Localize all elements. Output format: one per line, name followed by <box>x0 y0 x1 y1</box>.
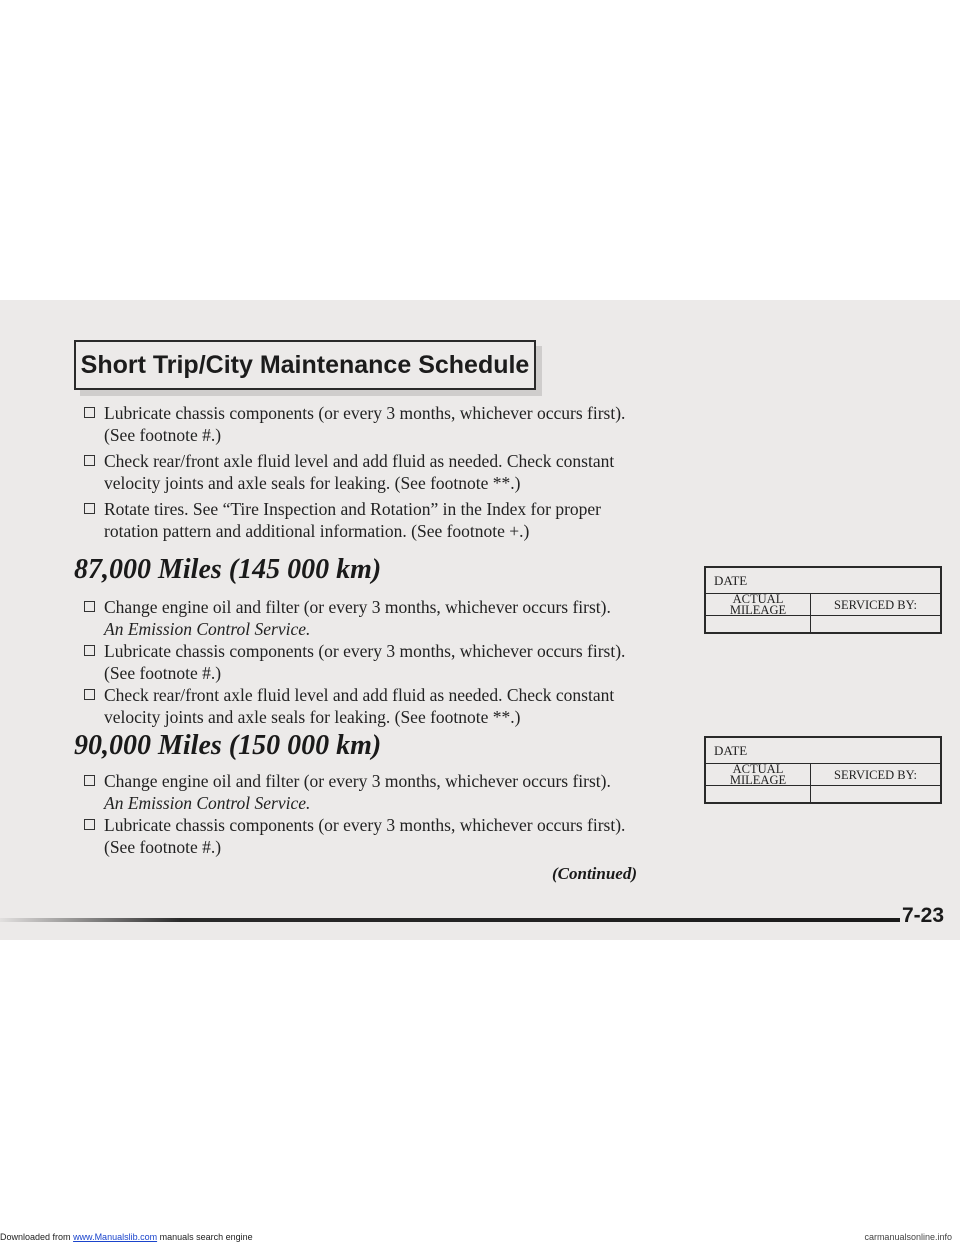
checklist-item: Check rear/front axle fluid level and add fluid as needed. Check constant velocity joints and axle seals for leaking. (See footnote **.) <box>84 450 664 494</box>
checklist-item: Change engine oil and filter (or every 3 months, whichever occurs first). An Emission Control Service. <box>84 596 664 640</box>
serviced-by-label: SERVICED BY: <box>811 764 940 786</box>
checkbox-icon[interactable] <box>84 455 95 466</box>
serviced-by-label: SERVICED BY: <box>811 594 940 616</box>
checkbox-icon[interactable] <box>84 645 95 656</box>
checkbox-icon[interactable] <box>84 689 95 700</box>
checkbox-icon[interactable] <box>84 601 95 612</box>
continued-note: (Continued) <box>552 864 638 883</box>
checklist-item: Check rear/front axle fluid level and add fluid as needed. Check constant velocity joints and axle seals for leaking. (See footnote **.) <box>84 684 664 728</box>
service-record-90000 <box>704 736 942 804</box>
section-heading-90000: 90,000 Miles (150 000 km) <box>74 730 382 761</box>
mileage-entry-cell[interactable] <box>706 616 811 632</box>
checklist-item: Rotate tires. See “Tire Inspection and Rotation” in the Index for proper rotation pattern and additional information. (See footnote +.) <box>84 498 664 542</box>
checkbox-icon[interactable] <box>84 503 95 514</box>
actual-mileage-label: ACTUAL MILEAGE <box>706 764 811 786</box>
manual-page <box>0 300 960 940</box>
date-label: DATE <box>706 738 940 764</box>
section-heading-87000: 87,000 Miles (145 000 km) <box>74 554 382 585</box>
download-footer: Downloaded from www.Manualslib.com manuals search engine carmanualsonline.info <box>0 1232 952 1242</box>
footer-rule <box>0 918 900 922</box>
actual-mileage-label: ACTUAL MILEAGE <box>706 594 811 616</box>
page-title: Short Trip/City Maintenance Schedule <box>74 340 536 390</box>
manualslib-link[interactable]: www.Manualslib.com <box>73 1232 158 1242</box>
watermark-text: carmanualsonline.info <box>864 1232 952 1242</box>
checkbox-icon[interactable] <box>84 407 95 418</box>
date-label: DATE <box>706 568 940 594</box>
mileage-entry-cell[interactable] <box>706 786 811 802</box>
service-record-87000 <box>704 566 942 634</box>
checkbox-icon[interactable] <box>84 775 95 786</box>
page-number: 7-23 <box>902 904 945 927</box>
checklist-item: Lubricate chassis components (or every 3 months, whichever occurs first). (See footnote #.) <box>84 402 664 446</box>
checklist-item: Change engine oil and filter (or every 3 months, whichever occurs first). An Emission Control Service. <box>84 770 664 814</box>
checklist-item: Lubricate chassis components (or every 3 months, whichever occurs first). (See footnote #.) <box>84 640 664 684</box>
checklist-item: Lubricate chassis components (or every 3 months, whichever occurs first). (See footnote #.) <box>84 814 664 858</box>
checkbox-icon[interactable] <box>84 819 95 830</box>
